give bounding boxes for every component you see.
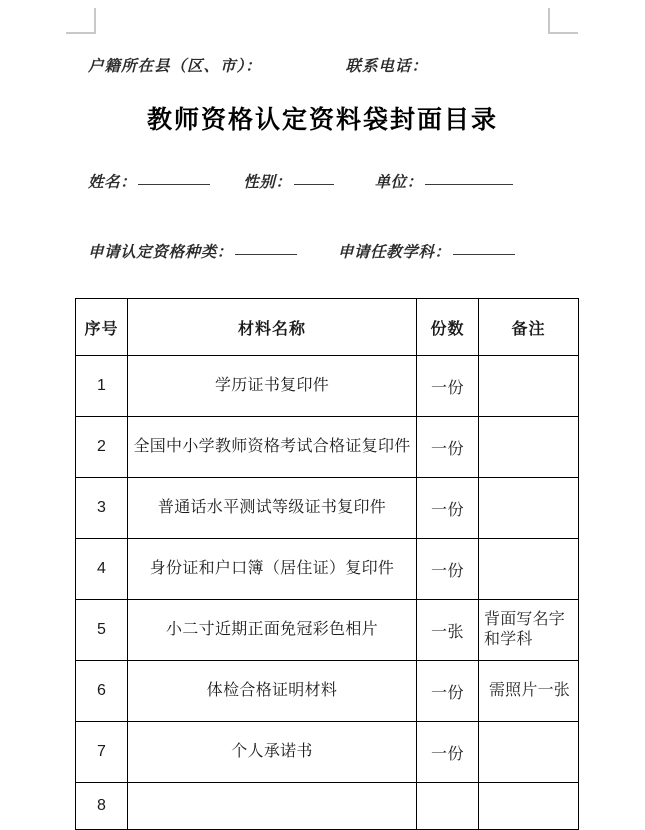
- cell-count: 一份: [417, 417, 479, 478]
- column-header-remark: 备注: [479, 299, 579, 356]
- unit-field[interactable]: [425, 184, 513, 185]
- column-header-no: 序号: [76, 299, 128, 356]
- cell-no: 7: [76, 722, 128, 783]
- gender-label: 性别：: [243, 174, 292, 191]
- crop-mark-top-right-icon: [548, 8, 582, 42]
- table-header-row: [76, 299, 579, 356]
- materials-table: [75, 298, 579, 830]
- crop-mark-top-left-icon: [62, 8, 96, 42]
- gender-field[interactable]: [294, 184, 334, 185]
- table-row: [76, 417, 579, 478]
- cell-count: 一份: [417, 661, 479, 722]
- cell-no: 6: [76, 661, 128, 722]
- table-row: [76, 478, 579, 539]
- page-title: 教师资格认定资料袋封面目录: [146, 107, 498, 134]
- cell-no: 5: [76, 600, 128, 661]
- cell-material-name: 学历证书复印件: [128, 356, 417, 417]
- cell-no: 2: [76, 417, 128, 478]
- cell-material-name: 小二寸近期正面免冠彩色相片: [128, 600, 417, 661]
- teaching-subject-field[interactable]: [453, 254, 515, 255]
- cell-remark: [479, 539, 579, 600]
- qualification-kind-field[interactable]: [235, 254, 297, 255]
- cell-remark: [479, 478, 579, 539]
- cell-material-name: 普通话水平测试等级证书复印件: [128, 478, 417, 539]
- form-row-application: [88, 240, 517, 262]
- cell-count: [417, 783, 479, 830]
- cell-count: 一份: [417, 722, 479, 783]
- unit-label: 单位：: [374, 174, 423, 191]
- table-row: [76, 783, 579, 830]
- table-row: [76, 356, 579, 417]
- cell-no: 3: [76, 478, 128, 539]
- cell-no: 8: [76, 783, 128, 830]
- cell-remark: [479, 356, 579, 417]
- table-row: [76, 539, 579, 600]
- teaching-subject-label: 申请任教学科：: [337, 244, 451, 261]
- cell-count: 一张: [417, 600, 479, 661]
- cell-no: 4: [76, 539, 128, 600]
- cell-count: 一份: [417, 356, 479, 417]
- table-body: [76, 356, 579, 830]
- cell-material-name: 全国中小学教师资格考试合格证复印件: [128, 417, 417, 478]
- form-row-personal: [88, 170, 515, 192]
- cell-remark: 背面写名字和学科: [479, 600, 579, 661]
- cell-material-name: [128, 783, 417, 830]
- table-row: [76, 661, 579, 722]
- cell-count: 一份: [417, 478, 479, 539]
- name-label: 姓名：: [88, 174, 137, 191]
- header-meta-line: [88, 54, 558, 76]
- table-row: [76, 600, 579, 661]
- column-header-count: 份数: [417, 299, 479, 356]
- contact-phone-label: 联系电话：: [345, 58, 429, 75]
- table-row: [76, 722, 579, 783]
- cell-remark: [479, 783, 579, 830]
- cell-count: 一份: [417, 539, 479, 600]
- cell-material-name: 个人承诺书: [128, 722, 417, 783]
- column-header-material-name: 材料名称: [128, 299, 417, 356]
- name-field[interactable]: [138, 184, 210, 185]
- cell-material-name: 体检合格证明材料: [128, 661, 417, 722]
- cell-material-name: 身份证和户口簿（居住证）复印件: [128, 539, 417, 600]
- table-header: [76, 299, 579, 356]
- household-county-label: 户籍所在县（区、市）：: [88, 58, 262, 75]
- cell-remark: 需照片一张: [479, 661, 579, 722]
- cell-remark: [479, 417, 579, 478]
- qualification-kind-label: 申请认定资格种类：: [88, 244, 233, 261]
- cell-remark: [479, 722, 579, 783]
- cell-no: 1: [76, 356, 128, 417]
